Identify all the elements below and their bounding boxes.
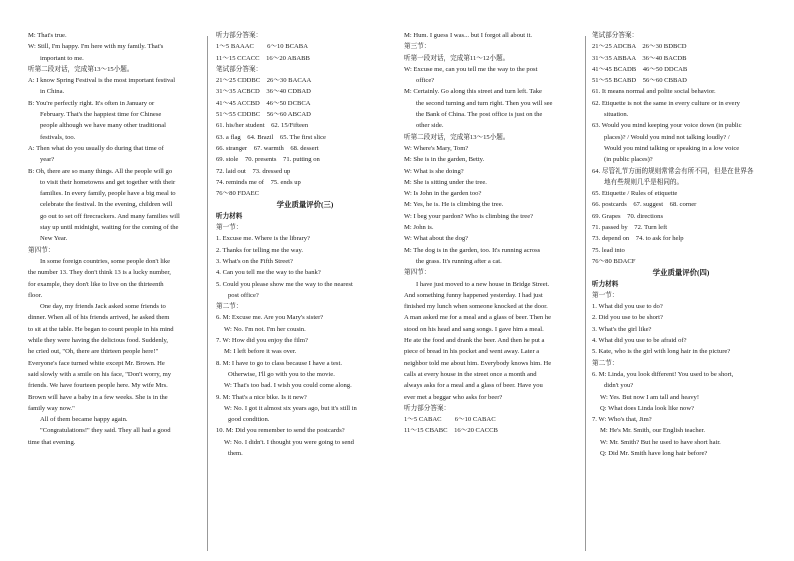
text-line: 笔试部分答案： — [592, 32, 639, 39]
text-line: piece of bread in his pocket and went away. Later a — [404, 348, 540, 356]
text-line: 3. What's on the Fifth Street? — [216, 257, 293, 265]
text-line: 学业质量评价(三) — [276, 200, 334, 210]
text-line: M: Certainly. Go along this street and turn left. Take — [404, 88, 542, 96]
text-line: other side. — [416, 122, 444, 130]
text-line: 1. What did you use to do? — [592, 303, 663, 311]
text-line: 62. Etiquette is not the same in every culture or in every — [592, 99, 740, 107]
text-line: 听第二段对话，完成第13～15小题。 — [28, 65, 134, 73]
text-line: 41～45 BCADB 46～50 DDCAB — [592, 65, 688, 73]
text-line: W: That's too bad. I wish you could come along. — [224, 382, 352, 390]
text-line: M: She is sitting under the tree. — [404, 178, 487, 186]
text-line: 6. M: Excuse me. Are you Mary's sister? — [216, 314, 324, 322]
text-line: 笔试部分答案： — [216, 65, 263, 73]
text-line: 听第一段对话，完成第11～12小题。 — [404, 54, 510, 62]
text-line: A man asked me for a meal and a glass of beer. Then he — [404, 314, 552, 322]
text-line: time that evening. — [28, 438, 76, 446]
text-line: 2. Did you use to be short? — [592, 314, 663, 322]
text-line: to visit their hometowns and get together with their — [40, 178, 176, 186]
text-line: the Bank of China. The post office is just on the — [416, 111, 543, 119]
text-line: for example, they don't like to live on the thirteenth — [28, 280, 164, 288]
text-line: A: Then what do you usually do during that time of — [28, 144, 164, 152]
text-line: 76～80 BDACF — [592, 257, 636, 265]
text-line: 31～35 ACBCD 36～40 CDBAD — [216, 88, 311, 96]
text-line: places)? / Would you mind not talking loudly? / — [604, 133, 730, 141]
text-line: 1～5 BAAAC 6～10 BCABA — [216, 43, 308, 51]
text-line: 66. postcards 67. suggest 68. corner — [592, 201, 697, 209]
text-line: 7. W: How did you enjoy the film? — [216, 337, 308, 345]
text-line: 第一节： — [216, 224, 243, 232]
text-line: Would you mind talking or speaking in a low voice — [604, 144, 740, 152]
text-line: 51～55 BCABD 56～60 CBBAD — [592, 77, 687, 85]
text-line: 4. Can you tell me the way to the bank? — [216, 269, 321, 277]
text-line: 72. laid out 73. dressed up — [216, 167, 291, 175]
text-line: dinner. When all of his friends arrived, he asked them — [28, 314, 170, 322]
text-line: Everyone's face turned white except Mr. Brown. He — [28, 359, 165, 367]
text-line: M: John is. — [404, 224, 434, 232]
column-4 — [592, 30, 770, 459]
text-line: All of them became happy again. — [40, 416, 128, 424]
text-line: 1. Excuse me. Where is the library? — [216, 235, 310, 243]
text-line: 51～55 CDDBC 56～60 ABCAD — [216, 111, 311, 119]
text-line: 64. 尽管礼节方面的规则常常会有所不同，但是在世界各 — [592, 167, 754, 175]
text-line: 61. his/her student 62. 15/Fifteen — [216, 122, 309, 130]
text-line: 地有些规则几乎是相同的。 — [604, 178, 684, 186]
text-line: 63. a flag 64. Brazil 65. The first slice — [216, 133, 326, 141]
text-line: 76～80 FDAEC — [216, 190, 260, 198]
text-line: 3. What's the girl like? — [592, 325, 652, 333]
text-line: W: What about the dog? — [404, 235, 469, 243]
text-line: He ate the food and drank the beer. And then he put a — [404, 337, 545, 345]
text-line: 5. Kate, who is the girl with long hair in the picture? — [592, 348, 731, 356]
text-line: (in public places)? — [604, 156, 653, 164]
text-line: W: Yes. But now I am tall and heavy! — [600, 393, 700, 401]
text-line: finished my lunch when someone knocked at the door. — [404, 303, 548, 311]
text-line: 第四节： — [404, 269, 431, 277]
text-line: in China. — [40, 88, 65, 96]
text-line: 75. lead into — [592, 246, 625, 254]
text-line: 21～25 CDDBC 26～30 BACAA — [216, 77, 312, 85]
text-line: 69. stole 70. presents 71. putting on — [216, 156, 320, 164]
column-2 — [216, 30, 394, 459]
text-line: W: Where's Mary, Tom? — [404, 144, 469, 152]
text-line: good condition. — [228, 416, 270, 424]
text-line: the number 13. They don't think 13 is a lucky number, — [28, 269, 171, 277]
text-line: W: Still, I'm happy. I'm here with my family. That's — [28, 43, 164, 51]
text-line: 7. W: Who's that, Jim? — [592, 416, 652, 424]
text-line: 听力部分答案： — [404, 404, 451, 412]
text-line: 4. What did you use to be afraid of? — [592, 337, 687, 345]
text-line: 第四节： — [28, 246, 55, 254]
text-line: people although we have many other traditional — [40, 122, 166, 130]
text-line: M: That's true. — [28, 32, 67, 39]
text-line: 9. M: That's a nice bike. Is it new? — [216, 393, 307, 401]
text-line: stay up until midnight, waiting for the coming of the — [40, 224, 179, 232]
text-line: 第一节： — [592, 291, 619, 299]
text-line: them. — [228, 449, 243, 457]
text-line: M: Yes, he is. He is climbing the tree. — [404, 201, 504, 209]
text-line: 73. depend on 74. to ask for help — [592, 235, 684, 243]
text-line: 21～25 ADCBA 26～30 BDBCD — [592, 43, 687, 51]
text-line: 65. Etiquette / Rules of etiquette — [592, 190, 678, 198]
text-line: festivals, too. — [40, 133, 76, 141]
text-line: 学业质量评价(四) — [652, 268, 710, 278]
text-line: M: I left before it was over. — [224, 348, 297, 356]
text-line: 6. M: Linda, you look different! You used to be short, — [592, 370, 734, 378]
text-line: One day, my friends Jack asked some friends to — [40, 303, 166, 311]
text-line: Q: Did Mr. Smith have long hair before? — [600, 449, 708, 457]
text-line: go out to set off firecrackers. And many families will — [40, 212, 180, 220]
text-line: W: No. I'm not. I'm her cousin. — [224, 325, 306, 333]
text-line: 听第二段对话，完成第13～15小题。 — [404, 133, 510, 141]
text-line: 66. stranger 67. warmth 68. dessert — [216, 144, 319, 152]
text-line: 71. passed by 72. Turn left — [592, 224, 668, 232]
text-line: ever met a beggar who asks for beer? — [404, 393, 503, 401]
text-line: W: No. I got it almost six years ago, but it's still in — [224, 404, 357, 412]
text-line: neighbor told me about him. Everybody knows him. He — [404, 359, 552, 367]
text-line: he cried out, "Oh, there are thirteen people here!" — [28, 348, 159, 356]
text-line: 听力材料 — [592, 280, 619, 288]
text-line: 第二节： — [216, 303, 243, 311]
column-1 — [28, 30, 198, 448]
text-line: W: What is she doing? — [404, 167, 464, 175]
text-line: didn't you? — [604, 382, 634, 390]
text-line: while they were having the delicious food. Suddenly, — [28, 337, 169, 345]
text-line: 第三节： — [404, 43, 431, 51]
text-line: 41～45 ACCBD 46～50 DCBCA — [216, 99, 311, 107]
text-line: W: No. I didn't. I thought you were going to send — [224, 438, 354, 446]
text-line: In some foreign countries, some people don't like — [40, 257, 171, 265]
text-line: 8. M: I have to go to class because I have a test. — [216, 359, 342, 367]
text-line: the second turning and turn right. Then you will see — [416, 99, 553, 107]
text-line: W: Excuse me, can you tell me the way to the post — [404, 65, 538, 73]
text-line: 2. Thanks for telling me the way. — [216, 246, 303, 254]
text-line: I have just moved to a new house in Bridge Street. — [416, 280, 550, 288]
text-line: W: Mr. Smith? But he used to have short hair. — [600, 438, 721, 446]
text-line: B: You're perfectly right. It's often in January or — [28, 99, 155, 107]
text-line: 1～5 CABAC 6～10 CABAC — [404, 416, 496, 424]
text-line: M: He's Mr. Smith, our English teacher. — [600, 427, 706, 435]
text-line: calls at every house in the street once a month and — [404, 370, 537, 378]
text-line: Otherwise, I'll go with you to the movie. — [228, 370, 335, 378]
text-line: always asks for a meal and a glass of beer. Have you — [404, 382, 543, 390]
text-line: W: Is John in the garden too? — [404, 190, 482, 198]
text-line: 69. Grapes 70. directions — [592, 212, 664, 220]
text-line: 听力材料 — [216, 212, 243, 220]
text-line: office? — [416, 77, 435, 85]
text-line: Q: What does Linda look like now? — [600, 404, 695, 412]
text-line: post office? — [228, 291, 259, 299]
text-line: B: Oh, there are so many things. All the people will go — [28, 167, 173, 175]
text-line: floor. — [28, 291, 43, 299]
text-line: M: Hum. I guess I was... but I forgot all about it. — [404, 32, 533, 39]
text-line: M: The dog is in the garden, too. It's running across — [404, 246, 541, 254]
text-line: 63. Would you mind keeping your voice down (in public — [592, 122, 742, 130]
column-divider — [207, 36, 208, 551]
text-line: stood on his head and sang songs. I gave him a meal. — [404, 325, 544, 333]
text-line: family way now." — [28, 404, 75, 412]
text-line: year? — [40, 156, 55, 164]
text-line: Brown will have a baby in a few weeks. She is in the — [28, 393, 168, 401]
text-line: 10. M: Did you remember to send the postcards? — [216, 427, 345, 435]
text-line: 听力部分答案： — [216, 32, 263, 39]
text-line: families. In every family, people have a big meal to — [40, 190, 176, 198]
text-line: friends. We have fourteen people here. My wife Mrs. — [28, 382, 168, 390]
text-line: celebrate the festival. In the evening, children will — [40, 201, 173, 209]
text-line: A: I know Spring Festival is the most important festival — [28, 77, 176, 85]
text-line: 11～15 CCACC 16～20 ABABB — [216, 54, 310, 62]
text-line: 31～35 ABBAA 36～40 BACDB — [592, 54, 687, 62]
text-line: And something funny happened yesterday. I had just — [404, 291, 543, 299]
text-line: said slowly with a smile on his face, "Don't worry, my — [28, 370, 171, 378]
text-line: important to me. — [40, 54, 84, 62]
text-line: the grass. It's running after a cat. — [416, 257, 502, 265]
text-line: M: She is in the garden, Betty. — [404, 156, 485, 164]
column-3 — [404, 30, 580, 437]
text-line: 74. reminds me of 75. ends up — [216, 178, 301, 186]
column-divider — [585, 36, 586, 551]
text-line: to sit at the table. He began to count people in his mind — [28, 325, 174, 333]
text-line: 5. Could you please show me the way to the nearest — [216, 280, 353, 288]
text-line: February. That's the happiest time for Chinese — [40, 111, 162, 119]
text-line: W: I beg your pardon? Who is climbing the tree? — [404, 212, 534, 220]
text-line: situation. — [604, 111, 629, 119]
text-line: 61. It means normal and polite social behavior. — [592, 88, 716, 96]
text-line: New Year. — [40, 235, 68, 243]
text-line: 11～15 CBABC 16～20 CACCB — [404, 427, 498, 435]
text-line: "Congratulations!" they said. They all had a good — [40, 427, 171, 435]
text-line: 第二节： — [592, 359, 619, 367]
